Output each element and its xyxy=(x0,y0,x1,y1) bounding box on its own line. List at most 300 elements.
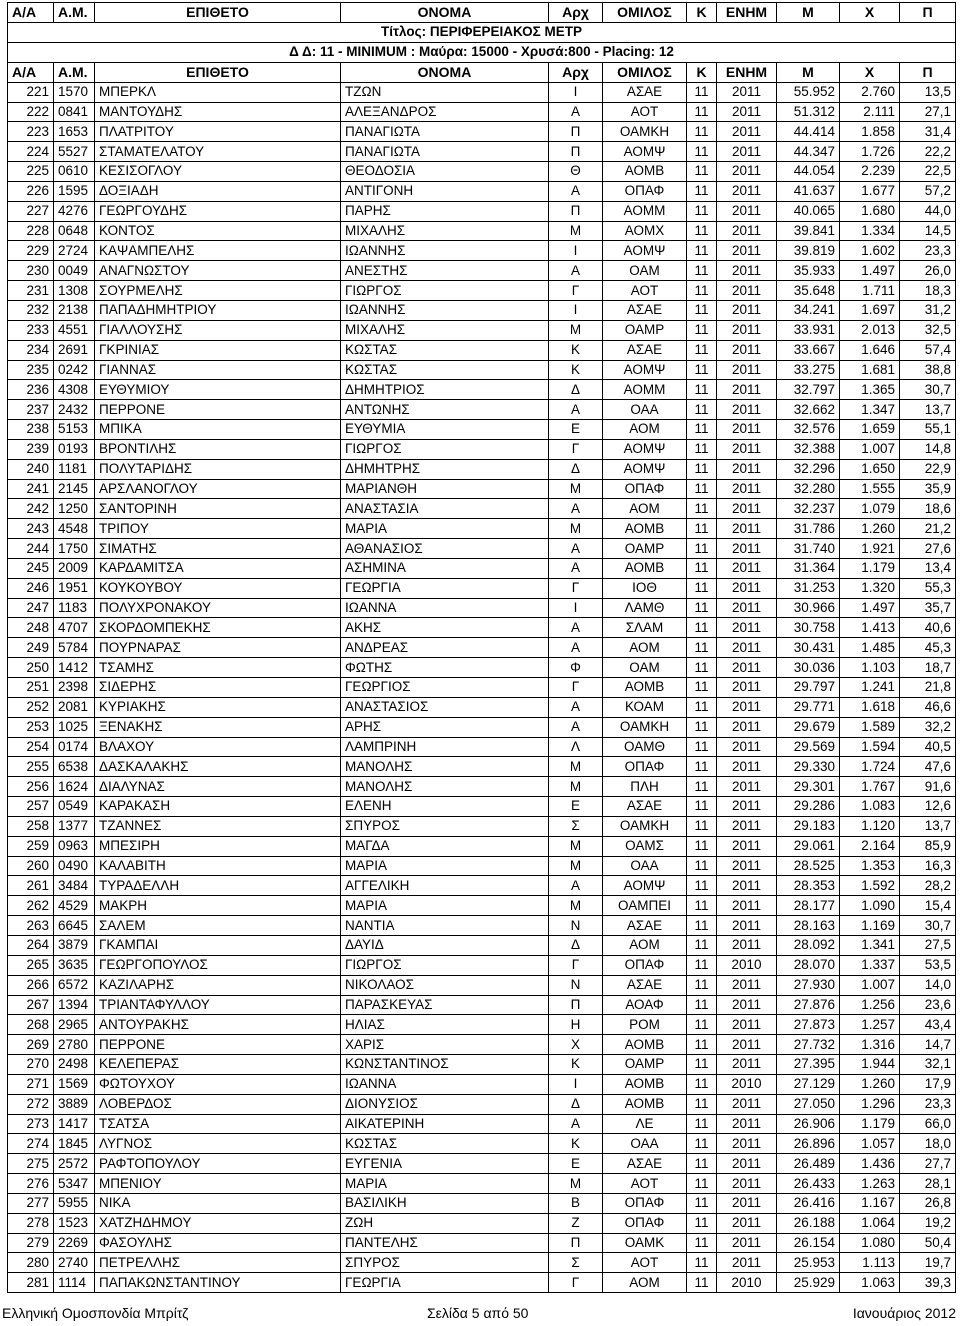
cell-x: 1.341 xyxy=(840,935,900,955)
cell-initial: Α xyxy=(549,618,603,638)
cell-enim: 2011 xyxy=(717,221,777,241)
cell-surname: ΓΙΑΝΝΑΣ xyxy=(95,360,341,380)
cell-enim: 2011 xyxy=(717,201,777,221)
table-row xyxy=(8,142,956,162)
cell-aa: 270 xyxy=(8,1055,54,1075)
cell-initial: Ν xyxy=(549,975,603,995)
cell-am: 1951 xyxy=(54,578,95,598)
cell-k: 11 xyxy=(687,102,717,122)
cell-am: 5347 xyxy=(54,1174,95,1194)
cell-m: 35.648 xyxy=(777,281,840,301)
cell-enim: 2010 xyxy=(717,1074,777,1094)
cell-m: 44.054 xyxy=(777,162,840,182)
cell-club: ΑΟΑΦ xyxy=(603,995,687,1015)
table-row xyxy=(8,1094,956,1114)
cell-club: ΑΟΜΒ xyxy=(603,162,687,182)
cell-initial: Α xyxy=(549,876,603,896)
cell-m: 32.576 xyxy=(777,420,840,440)
cell-m: 26.433 xyxy=(777,1174,840,1194)
cell-am: 1394 xyxy=(54,995,95,1015)
cell-club: ΑΟΜΒ xyxy=(603,1035,687,1055)
cell-m: 27.930 xyxy=(777,975,840,995)
cell-name: ΦΩΤΗΣ xyxy=(341,658,549,678)
cell-m: 27.732 xyxy=(777,1035,840,1055)
cell-enim: 2011 xyxy=(717,1055,777,1075)
cell-surname: ΚΕΣΙΣΟΓΛΟΥ xyxy=(95,162,341,182)
table-row xyxy=(8,201,956,221)
cell-enim: 2011 xyxy=(717,439,777,459)
cell-name: ΜΑΡΙΑΝΘΗ xyxy=(341,479,549,499)
cell-p: 19,7 xyxy=(900,1253,956,1273)
cell-aa: 249 xyxy=(8,638,54,658)
cell-surname: ΑΝΑΓΝΩΣΤΟΥ xyxy=(95,261,341,281)
cell-am: 4529 xyxy=(54,896,95,916)
table-row xyxy=(8,82,956,102)
cell-p: 18,0 xyxy=(900,1134,956,1154)
cell-initial: Γ xyxy=(549,678,603,698)
cell-am: 2269 xyxy=(54,1233,95,1253)
table-row xyxy=(8,737,956,757)
cell-x: 1.858 xyxy=(840,122,900,142)
cell-aa: 252 xyxy=(8,697,54,717)
cell-x: 1.677 xyxy=(840,181,900,201)
cell-enim: 2011 xyxy=(717,598,777,618)
cell-k: 11 xyxy=(687,281,717,301)
cell-enim: 2011 xyxy=(717,162,777,182)
cell-surname: ΜΠΙΚΑ xyxy=(95,420,341,440)
cell-enim: 2011 xyxy=(717,916,777,936)
cell-p: 26,8 xyxy=(900,1193,956,1213)
cell-am: 2498 xyxy=(54,1055,95,1075)
cell-aa: 239 xyxy=(8,439,54,459)
cell-initial: Κ xyxy=(549,1134,603,1154)
cell-p: 38,8 xyxy=(900,360,956,380)
cell-initial: Γ xyxy=(549,439,603,459)
table-row xyxy=(8,1253,956,1273)
cell-p: 17,9 xyxy=(900,1074,956,1094)
cell-name: ΝΑΝΤΙΑ xyxy=(341,916,549,936)
cell-am: 1624 xyxy=(54,777,95,797)
cell-aa: 258 xyxy=(8,816,54,836)
cell-m: 26.906 xyxy=(777,1114,840,1134)
cell-p: 23,6 xyxy=(900,995,956,1015)
cell-enim: 2011 xyxy=(717,658,777,678)
cell-enim: 2011 xyxy=(717,856,777,876)
cell-aa: 278 xyxy=(8,1213,54,1233)
cell-surname: ΠΑΠΑΚΩΝΣΤΑΝΤΙΝΟΥ xyxy=(95,1273,341,1293)
page-footer xyxy=(0,1303,960,1323)
cell-club: ΡΟΜ xyxy=(603,1015,687,1035)
table-row xyxy=(8,122,956,142)
cell-x: 1.334 xyxy=(840,221,900,241)
cell-aa: 234 xyxy=(8,340,54,360)
cell-p: 55,3 xyxy=(900,578,956,598)
cell-enim: 2011 xyxy=(717,757,777,777)
cell-club: ΑΟΜΜ xyxy=(603,201,687,221)
cell-am: 2081 xyxy=(54,697,95,717)
cell-initial: Μ xyxy=(549,777,603,797)
cell-initial: Θ xyxy=(549,162,603,182)
cell-m: 28.163 xyxy=(777,916,840,936)
cell-k: 11 xyxy=(687,717,717,737)
cell-club: ΑΟΜΨ xyxy=(603,876,687,896)
cell-k: 11 xyxy=(687,142,717,162)
cell-initial: Ι xyxy=(549,598,603,618)
cell-k: 11 xyxy=(687,380,717,400)
cell-surname: ΠΛΑΤΡΙΤΟΥ xyxy=(95,122,341,142)
cell-initial: Γ xyxy=(549,281,603,301)
cell-name: ΜΑΡΙΑ xyxy=(341,519,549,539)
cell-surname: ΛΥΓΝΟΣ xyxy=(95,1134,341,1154)
cell-x: 1.113 xyxy=(840,1253,900,1273)
cell-club: ΟΑΑ xyxy=(603,856,687,876)
cell-x: 1.083 xyxy=(840,797,900,817)
cell-k: 11 xyxy=(687,439,717,459)
cell-k: 11 xyxy=(687,797,717,817)
cell-x: 1.592 xyxy=(840,876,900,896)
cell-m: 29.183 xyxy=(777,816,840,836)
cell-x: 1.241 xyxy=(840,678,900,698)
cell-am: 0610 xyxy=(54,162,95,182)
cell-club: ΟΠΑΦ xyxy=(603,955,687,975)
cell-m: 51.312 xyxy=(777,102,840,122)
cell-x: 2.164 xyxy=(840,836,900,856)
cell-surname: ΓΚΡΙΝΙΑΣ xyxy=(95,340,341,360)
cell-surname: ΓΚΑΜΠΑΙ xyxy=(95,935,341,955)
subtitle-row xyxy=(8,42,956,62)
cell-name: ΚΩΣΤΑΣ xyxy=(341,360,549,380)
cell-k: 11 xyxy=(687,916,717,936)
cell-enim: 2011 xyxy=(717,578,777,598)
cell-initial: Α xyxy=(549,499,603,519)
cell-enim: 2011 xyxy=(717,618,777,638)
cell-club: ΑΟΜΜ xyxy=(603,380,687,400)
cell-club: ΑΣΑΕ xyxy=(603,797,687,817)
cell-am: 0490 xyxy=(54,856,95,876)
cell-p: 32,5 xyxy=(900,320,956,340)
cell-m: 29.797 xyxy=(777,678,840,698)
table-row xyxy=(8,1074,956,1094)
cell-name: ΓΙΩΡΓΟΣ xyxy=(341,281,549,301)
cell-p: 32,1 xyxy=(900,1055,956,1075)
cell-x: 1.618 xyxy=(840,697,900,717)
cell-enim: 2011 xyxy=(717,142,777,162)
table-row xyxy=(8,281,956,301)
cell-surname: ΜΠΕΝΙΟΥ xyxy=(95,1174,341,1194)
cell-m: 29.771 xyxy=(777,697,840,717)
cell-club: ΚΟΑΜ xyxy=(603,697,687,717)
cell-x: 1.179 xyxy=(840,558,900,578)
cell-k: 11 xyxy=(687,162,717,182)
cell-aa: 260 xyxy=(8,856,54,876)
column-header-row xyxy=(8,3,956,23)
cell-surname: ΚΥΡΙΑΚΗΣ xyxy=(95,697,341,717)
cell-p: 16,3 xyxy=(900,856,956,876)
cell-surname: ΚΑΖΙΛΑΡΗΣ xyxy=(95,975,341,995)
col-x: Χ xyxy=(840,62,900,82)
col-k: Κ xyxy=(687,62,717,82)
cell-enim: 2011 xyxy=(717,678,777,698)
cell-m: 35.933 xyxy=(777,261,840,281)
cell-name: ΑΙΚΑΤΕΡΙΝΗ xyxy=(341,1114,549,1134)
table-row xyxy=(8,420,956,440)
cell-surname: ΣΟΥΡΜΕΛΗΣ xyxy=(95,281,341,301)
cell-p: 44,0 xyxy=(900,201,956,221)
cell-p: 31,4 xyxy=(900,122,956,142)
cell-name: ΜΙΧΑΛΗΣ xyxy=(341,221,549,241)
cell-aa: 242 xyxy=(8,499,54,519)
cell-enim: 2011 xyxy=(717,82,777,102)
cell-aa: 241 xyxy=(8,479,54,499)
cell-enim: 2011 xyxy=(717,995,777,1015)
cell-am: 3879 xyxy=(54,935,95,955)
cell-surname: ΤΡΙΠΟΥ xyxy=(95,519,341,539)
cell-club: ΟΑΜ xyxy=(603,261,687,281)
cell-k: 11 xyxy=(687,876,717,896)
cell-enim: 2011 xyxy=(717,1015,777,1035)
cell-club: ΟΑΜΡ xyxy=(603,539,687,559)
cell-x: 1.711 xyxy=(840,281,900,301)
cell-k: 11 xyxy=(687,221,717,241)
cell-enim: 2011 xyxy=(717,459,777,479)
cell-p: 14,5 xyxy=(900,221,956,241)
cell-x: 1.436 xyxy=(840,1154,900,1174)
cell-aa: 228 xyxy=(8,221,54,241)
cell-initial: Δ xyxy=(549,459,603,479)
cell-am: 1412 xyxy=(54,658,95,678)
table-row xyxy=(8,499,956,519)
cell-club: ΟΠΑΦ xyxy=(603,181,687,201)
cell-club: ΑΟΜ xyxy=(603,1273,687,1293)
cell-surname: ΞΕΝΑΚΗΣ xyxy=(95,717,341,737)
table-row xyxy=(8,1213,956,1233)
cell-am: 1653 xyxy=(54,122,95,142)
cell-k: 11 xyxy=(687,201,717,221)
cell-club: ΟΑΜΡ xyxy=(603,320,687,340)
cell-initial: Ε xyxy=(549,797,603,817)
cell-initial: Α xyxy=(549,697,603,717)
cell-name: ΚΩΣΤΑΣ xyxy=(341,1134,549,1154)
cell-surname: ΧΑΤΖΗΔΗΜΟΥ xyxy=(95,1213,341,1233)
cell-k: 11 xyxy=(687,598,717,618)
cell-x: 1.260 xyxy=(840,1074,900,1094)
cell-am: 0841 xyxy=(54,102,95,122)
cell-m: 33.667 xyxy=(777,340,840,360)
cell-club: ΑΟΜΨ xyxy=(603,142,687,162)
cell-m: 31.740 xyxy=(777,539,840,559)
cell-m: 32.296 xyxy=(777,459,840,479)
table-row xyxy=(8,876,956,896)
cell-name: ΑΝΑΣΤΑΣΙΟΣ xyxy=(341,697,549,717)
cell-enim: 2011 xyxy=(717,1114,777,1134)
cell-p: 23,3 xyxy=(900,1094,956,1114)
cell-surname: ΜΑΚΡΗ xyxy=(95,896,341,916)
cell-surname: ΦΑΣΟΥΛΗΣ xyxy=(95,1233,341,1253)
cell-m: 29.286 xyxy=(777,797,840,817)
cell-x: 1.646 xyxy=(840,340,900,360)
cell-club: ΛΕ xyxy=(603,1114,687,1134)
cell-club: ΑΣΑΕ xyxy=(603,340,687,360)
cell-k: 11 xyxy=(687,459,717,479)
cell-p: 27,7 xyxy=(900,1154,956,1174)
cell-club: ΟΑΜΚΗ xyxy=(603,816,687,836)
cell-club: ΑΟΜΒ xyxy=(603,519,687,539)
cell-enim: 2011 xyxy=(717,380,777,400)
cell-x: 2.013 xyxy=(840,320,900,340)
cell-initial: Ε xyxy=(549,1154,603,1174)
cell-club: ΑΟΜΨ xyxy=(603,360,687,380)
cell-m: 31.786 xyxy=(777,519,840,539)
cell-m: 29.569 xyxy=(777,737,840,757)
cell-initial: Ζ xyxy=(549,1213,603,1233)
cell-surname: ΤΥΡΑΔΕΛΛΗ xyxy=(95,876,341,896)
cell-am: 1308 xyxy=(54,281,95,301)
cell-aa: 223 xyxy=(8,122,54,142)
cell-am: 0242 xyxy=(54,360,95,380)
cell-initial: Μ xyxy=(549,479,603,499)
cell-enim: 2011 xyxy=(717,181,777,201)
table-row xyxy=(8,539,956,559)
cell-k: 11 xyxy=(687,320,717,340)
table-row xyxy=(8,836,956,856)
cell-initial: Α xyxy=(549,1114,603,1134)
cell-initial: Μ xyxy=(549,896,603,916)
table-row xyxy=(8,697,956,717)
table-row xyxy=(8,1193,956,1213)
cell-name: ΓΙΩΡΓΟΣ xyxy=(341,439,549,459)
cell-initial: Η xyxy=(549,1015,603,1035)
cell-aa: 265 xyxy=(8,955,54,975)
cell-x: 2.239 xyxy=(840,162,900,182)
cell-club: ΟΑΜΣ xyxy=(603,836,687,856)
cell-enim: 2011 xyxy=(717,836,777,856)
cell-am: 1570 xyxy=(54,82,95,102)
cell-m: 32.237 xyxy=(777,499,840,519)
cell-initial: Μ xyxy=(549,836,603,856)
cell-initial: Μ xyxy=(549,519,603,539)
cell-p: 28,2 xyxy=(900,876,956,896)
cell-k: 11 xyxy=(687,896,717,916)
cell-name: ΑΘΑΝΑΣΙΟΣ xyxy=(341,539,549,559)
footer-page-number: Σελίδα 5 από 50 xyxy=(427,1305,529,1321)
cell-name: ΑΚΗΣ xyxy=(341,618,549,638)
table-row xyxy=(8,975,956,995)
cell-x: 1.103 xyxy=(840,658,900,678)
col-initial: Αρχ xyxy=(549,3,603,23)
cell-x: 1.064 xyxy=(840,1213,900,1233)
cell-m: 28.070 xyxy=(777,955,840,975)
cell-initial: Π xyxy=(549,1233,603,1253)
cell-p: 13,5 xyxy=(900,82,956,102)
table-row xyxy=(8,618,956,638)
cell-k: 11 xyxy=(687,1154,717,1174)
cell-aa: 255 xyxy=(8,757,54,777)
cell-surname: ΠΑΠΑΔΗΜΗΤΡΙΟΥ xyxy=(95,300,341,320)
cell-x: 1.320 xyxy=(840,578,900,598)
cell-surname: ΜΠΕΣΙΡΗ xyxy=(95,836,341,856)
cell-aa: 235 xyxy=(8,360,54,380)
cell-initial: Α xyxy=(549,558,603,578)
cell-p: 35,9 xyxy=(900,479,956,499)
cell-surname: ΔΟΞΙΑΔΗ xyxy=(95,181,341,201)
table-row xyxy=(8,340,956,360)
results-table xyxy=(7,2,956,1293)
cell-p: 19,2 xyxy=(900,1213,956,1233)
cell-am: 0648 xyxy=(54,221,95,241)
cell-am: 1595 xyxy=(54,181,95,201)
cell-surname: ΣΑΛΕΜ xyxy=(95,916,341,936)
cell-name: ΑΡΗΣ xyxy=(341,717,549,737)
cell-m: 28.353 xyxy=(777,876,840,896)
cell-aa: 261 xyxy=(8,876,54,896)
cell-enim: 2011 xyxy=(717,499,777,519)
table-subtitle: Δ Δ: 11 - MINIMUM : Μαύρα: 15000 - Χρυσά:800 - Placing: 12 xyxy=(8,42,956,62)
cell-enim: 2011 xyxy=(717,300,777,320)
cell-initial: Π xyxy=(549,142,603,162)
table-row xyxy=(8,955,956,975)
cell-aa: 236 xyxy=(8,380,54,400)
cell-initial: Ι xyxy=(549,82,603,102)
cell-enim: 2011 xyxy=(717,896,777,916)
cell-club: ΟΑΜΚΗ xyxy=(603,122,687,142)
cell-p: 22,9 xyxy=(900,459,956,479)
col-club: ΟΜΙΛΟΣ xyxy=(603,62,687,82)
cell-initial: Ι xyxy=(549,241,603,261)
cell-enim: 2011 xyxy=(717,638,777,658)
cell-initial: Λ xyxy=(549,737,603,757)
cell-m: 25.953 xyxy=(777,1253,840,1273)
cell-enim: 2011 xyxy=(717,1094,777,1114)
cell-enim: 2011 xyxy=(717,539,777,559)
cell-enim: 2011 xyxy=(717,1134,777,1154)
cell-aa: 269 xyxy=(8,1035,54,1055)
cell-x: 1.921 xyxy=(840,539,900,559)
table-row xyxy=(8,439,956,459)
cell-k: 11 xyxy=(687,1233,717,1253)
cell-x: 1.680 xyxy=(840,201,900,221)
cell-club: ΑΟΜΨ xyxy=(603,241,687,261)
cell-initial: Π xyxy=(549,122,603,142)
cell-initial: Σ xyxy=(549,1253,603,1273)
cell-club: ΠΛΗ xyxy=(603,777,687,797)
cell-p: 40,6 xyxy=(900,618,956,638)
cell-am: 2398 xyxy=(54,678,95,698)
cell-name: ΙΩΑΝΝΗΣ xyxy=(341,241,549,261)
cell-aa: 222 xyxy=(8,102,54,122)
cell-k: 11 xyxy=(687,697,717,717)
cell-surname: ΜΑΝΤΟΥΔΗΣ xyxy=(95,102,341,122)
cell-x: 1.090 xyxy=(840,896,900,916)
cell-p: 30,7 xyxy=(900,916,956,936)
cell-x: 1.296 xyxy=(840,1094,900,1114)
cell-am: 5153 xyxy=(54,420,95,440)
cell-p: 21,8 xyxy=(900,678,956,698)
cell-x: 1.263 xyxy=(840,1174,900,1194)
cell-club: ΟΠΑΦ xyxy=(603,757,687,777)
col-p: Π xyxy=(900,3,956,23)
cell-k: 11 xyxy=(687,578,717,598)
cell-surname: ΚΑΛΑΒΙΤΗ xyxy=(95,856,341,876)
col-club: ΟΜΙΛΟΣ xyxy=(603,3,687,23)
table-row xyxy=(8,1015,956,1035)
cell-initial: Ι xyxy=(549,300,603,320)
cell-p: 13,7 xyxy=(900,400,956,420)
cell-name: ΕΥΓΕΝΙΑ xyxy=(341,1154,549,1174)
cell-surname: ΔΙΑΛΥΝΑΣ xyxy=(95,777,341,797)
cell-enim: 2011 xyxy=(717,697,777,717)
cell-x: 1.169 xyxy=(840,916,900,936)
cell-initial: Δ xyxy=(549,1094,603,1114)
